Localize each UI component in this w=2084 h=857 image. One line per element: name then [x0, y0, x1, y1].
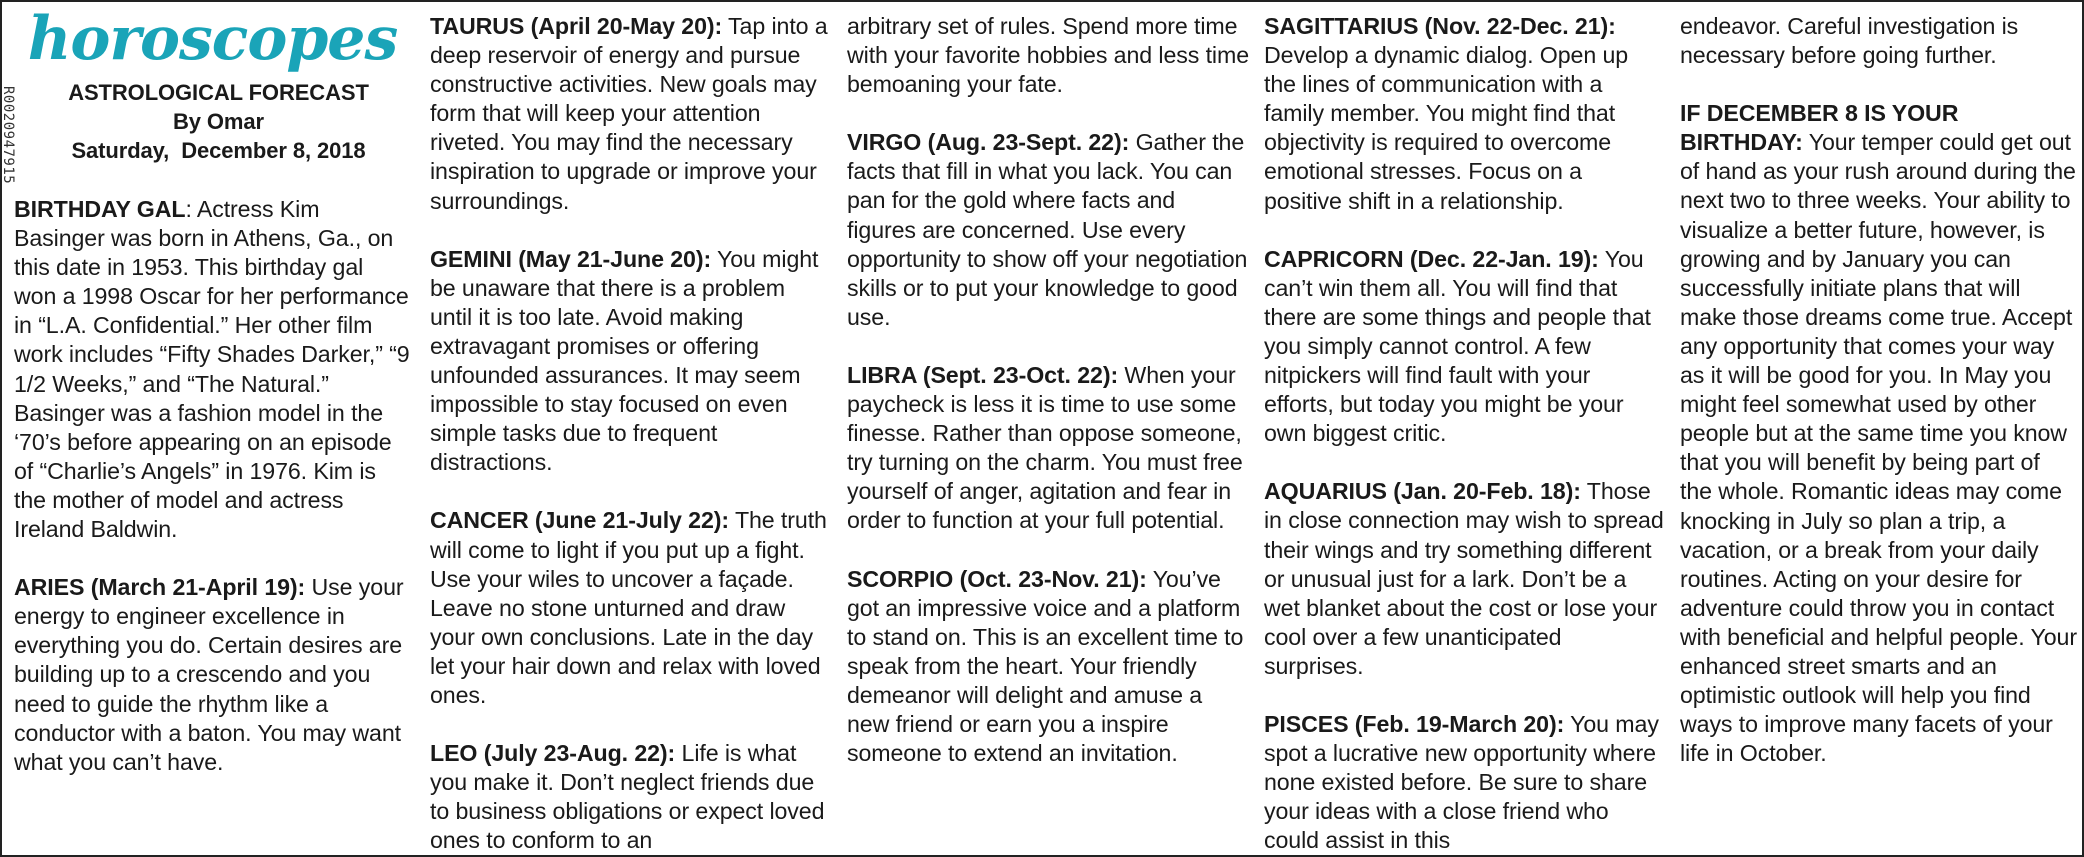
birthday-gal-text: : Actress Kim Basinger was born in Athens, Ga., on this date in 1953. This birthday gal won a 1998 Oscar for her performance in “L.A. Confidential.” Her other film work includes “Fifty Shades Darker,” “9 1/2 Weeks,” and “The Natural.” Basinger was a fashion model in the ‘70’s before appearing on an episode of “Charlie’s Angels” in 1976. Kim is the mother of model and actress Ireland Baldwin.	[14, 196, 410, 543]
side-code: R002094791​5	[0, 86, 16, 185]
pisces-continued-text: endeavor. Careful investigation is necessary before going further.	[1680, 13, 2019, 69]
cancer-text: The truth will come to light if you put up a fight. Use your wiles to uncover a façade. Leave no stone unturned and draw your own conclusions. Late in the day let your hair down and relax with loved ones.	[430, 507, 827, 708]
sagittarius-paragraph	[1264, 12, 1664, 216]
pisces-continued-paragraph	[1680, 12, 2077, 70]
leo-text: Life is what you make it. Don’t neglect friends due to business obligations or expect loved ones to conform to an	[430, 740, 825, 854]
aries-paragraph	[14, 573, 411, 777]
capricorn-paragraph	[1264, 245, 1664, 449]
libra-paragraph	[847, 361, 1249, 536]
taurus-lead: TAURUS (April 20-May 20):	[430, 13, 723, 39]
forecast-header	[14, 78, 411, 165]
column-5	[1680, 12, 2077, 849]
birthday-forecast-paragraph	[1680, 99, 2077, 768]
scorpio-paragraph	[847, 565, 1249, 769]
scorpio-text: You’ve got an impressive voice and a platform to stand on. This is an excellent time to speak from the heart. Your friendly demeanor will delight and amuse a new friend or earn you a inspire someone to extend an invitation.	[847, 565, 1244, 767]
taurus-text: Tap into a deep reservoir of energy and pursue constructive activities. New goals may form that will keep your attention riveted. You may find the necessary inspiration to upgrade or improve your surroundings.	[430, 13, 828, 214]
leo-paragraph	[430, 739, 830, 855]
birthday-gal-paragraph	[14, 195, 411, 544]
column-3	[847, 12, 1249, 849]
virgo-text: Gather the facts that fill in what you lack. You can pan for the gold where facts and figures are concerned. Use every opportunity to show off your negotiation skills or to put your knowledge to good use.	[847, 129, 1248, 330]
aries-text: Use your energy to engineer excellence in everything you do. Certain desires are building up to a crescendo and you need to guide the rhythm like a conductor with a baton. You may want what you can’t have.	[14, 574, 404, 775]
pisces-paragraph	[1264, 710, 1664, 855]
aquarius-paragraph	[1264, 477, 1664, 681]
leo-lead: LEO (July 23-Aug. 22):	[430, 740, 676, 767]
virgo-lead: VIRGO (Aug. 23-Sept. 22):	[847, 129, 1130, 156]
column-1	[14, 4, 411, 849]
horoscopes-logo: horoscopes	[27, 4, 398, 74]
forecast-byline: By Omar	[172, 109, 264, 134]
birthday-forecast-text: Your temper could get out of hand as your rush around during the next two to three weeks. Your ability to visualize a better future, however, is growing and by January you can successfully initiate plans that will make those dreams come true. Accept any opportunity that comes your way as it will be good for you. In May you might feel somewhat used by other people but at the same time you know that you will benefit by being part of the whole. Romantic ideas may come knocking in July so plan a trip, a vacation, or a break from your daily routines. Acting on your desire for adventure could throw you in contact with beneficial and helpful people. Your enhanced street smarts and an optimistic outlook will help you find ways to improve many facets of your life in October.	[1680, 129, 2077, 767]
aquarius-lead: AQUARIUS (Jan. 20-Feb. 18):	[1264, 478, 1581, 505]
pisces-lead: PISCES (Feb. 19-March 20):	[1264, 710, 1565, 737]
capricorn-lead: CAPRICORN (Dec. 22-Jan. 19):	[1264, 245, 1599, 272]
libra-text: When your paycheck is less it is time to use some finesse. Rather than oppose someone, try turning on the charm. You must free yourself of anger, agitation and fear in order to function at your full potential.	[847, 361, 1243, 534]
sagittarius-text: Develop a dynamic dialog. Open up the lines of communication with a family member. You might find that objectivity is required to overcome emotional stresses. Focus on a positive shift in a relationship.	[1264, 42, 1629, 214]
leo-continued-text: arbitrary set of rules. Spend more time with your favorite hobbies and less time bemoaning your fate.	[847, 13, 1249, 98]
cancer-lead: CANCER (June 21-July 22):	[430, 507, 730, 534]
column-2	[430, 12, 830, 854]
libra-lead: LIBRA (Sept. 23-Oct. 22):	[847, 361, 1119, 388]
capricorn-text: You can’t win them all. You will find that there are some things and people that you simply cannot control. A few nitpickers will find fault with your efforts, but today you might be your own biggest critic.	[1264, 245, 1651, 447]
aquarius-text: Those in close connection may wish to spread their wings and try something different or unusual just for a lark. Don’t be a wet blanket about the cost or lose your cool over a few unanticipated surprises.	[1264, 478, 1664, 679]
gemini-lead: GEMINI (May 21-June 20):	[430, 245, 712, 272]
column-4	[1264, 12, 1664, 854]
birthday-gal-lead: BIRTHDAY GAL	[14, 196, 186, 222]
pisces-text: You may spot a lucrative new opportunity where none existed before. Be sure to share your ideas with a close friend who could assist in this	[1264, 710, 1659, 854]
taurus-paragraph	[430, 12, 830, 216]
aries-lead: ARIES (March 21-April 19):	[14, 574, 306, 601]
cancer-paragraph	[430, 506, 830, 710]
scorpio-lead: SCORPIO (Oct. 23-Nov. 21):	[847, 565, 1147, 592]
leo-continued-paragraph	[847, 12, 1249, 99]
forecast-date: Saturday, December 8, 2018	[71, 138, 366, 163]
virgo-paragraph	[847, 128, 1249, 332]
forecast-title: ASTROLOGICAL FORECAST	[68, 80, 369, 105]
birthday-forecast-lead: IF DECEMBER 8 IS YOUR BIRTHDAY:	[1680, 100, 1959, 156]
sagittarius-lead: SAGITTARIUS (Nov. 22-Dec. 21):	[1264, 13, 1616, 39]
gemini-paragraph	[430, 245, 830, 478]
gemini-text: You might be unaware that there is a problem until it is too late. Avoid making extravagant promises or offering unfounded assurances. It may seem impossible to stay focused on even simple tasks due to frequent distractions.	[430, 245, 819, 476]
